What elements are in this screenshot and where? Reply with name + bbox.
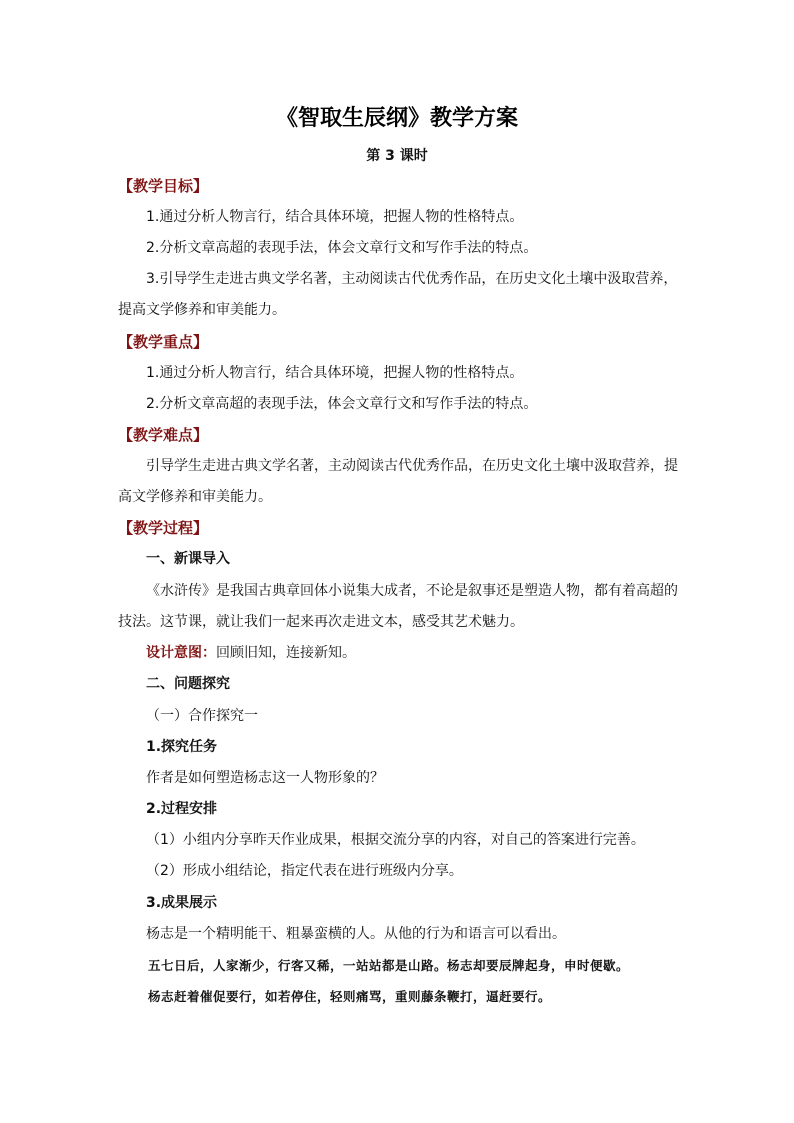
part1-title: 一、新课导入: [146, 551, 230, 567]
key-point-item-2: 2.分析文章高超的表现手法，体会文章行文和写作手法的特点。: [146, 396, 538, 412]
result-text: 杨志是一个精明能干、粗暴蛮横的人。从他的行为和语言可以看出。: [146, 926, 566, 942]
objective-item-2: 2.分析文章高超的表现手法，体会文章行文和写作手法的特点。: [146, 240, 538, 256]
quote-line-1: 五七日后，人家渐少，行客又稀，一站站都是山路。杨志却要辰牌起身，申时便歇。: [148, 958, 630, 973]
arrange-item-1: （1）小组内分享昨天作业成果，根据交流分享的内容，对自己的答案进行完善。: [146, 832, 645, 848]
lesson-number: 第 3 课时: [366, 148, 428, 164]
intro-paragraph: 《水浒传》是我国古典章回体小说集大成者，不论是叙事还是塑造人物，都有着高超的: [146, 583, 678, 599]
difficulty-text: 引导学生走进古典文学名著，主动阅读古代优秀作品，在历史文化土壤中汲取营养，提: [146, 458, 678, 474]
difficulty-text-cont: 高文学修养和审美能力。: [118, 489, 272, 505]
key-point-item-1: 1.通过分析人物言行，结合具体环境，把握人物的性格特点。: [146, 365, 524, 381]
design-intent-text: 回顾旧知，连接新知。: [216, 645, 356, 661]
quote-line-2: 杨志赶着催促要行，如若停住，轻则痛骂，重则藤条鞭打，逼赶要行。: [148, 989, 552, 1004]
process-heading: 【教学过程】: [118, 519, 209, 537]
task-title: 1.探究任务: [146, 739, 218, 755]
arrange-title: 2.过程安排: [146, 801, 218, 817]
objective-item-3: 3.引导学生走进古典文学名著，主动阅读古代优秀作品，在历史文化土壤中汲取营养，: [146, 271, 678, 287]
intro-paragraph-cont: 技法。这节课，就让我们一起来再次走进文本，感受其艺术魅力。: [118, 614, 524, 630]
key-points-heading: 【教学重点】: [118, 333, 209, 351]
objective-item-3-cont: 提高文学修养和审美能力。: [118, 302, 286, 318]
task-text: 作者是如何塑造杨志这一人物形象的？: [146, 770, 384, 786]
design-intent: [146, 643, 356, 663]
page-title: 《智取生辰纲》教学方案: [275, 106, 518, 131]
difficulties-heading: 【教学难点】: [118, 426, 209, 444]
part2-title: 二、问题探究: [146, 676, 230, 692]
group1-title: （一）合作探究一: [146, 708, 258, 724]
arrange-item-2: （2）形成小组结论，指定代表在进行班级内分享。: [146, 863, 463, 879]
objectives-heading: 【教学目标】: [118, 177, 209, 195]
result-title: 3.成果展示: [146, 895, 218, 911]
objective-item-1: 1.通过分析人物言行，结合具体环境，把握人物的性格特点。: [146, 209, 524, 225]
design-intent-label: 设计意图：: [146, 645, 216, 661]
